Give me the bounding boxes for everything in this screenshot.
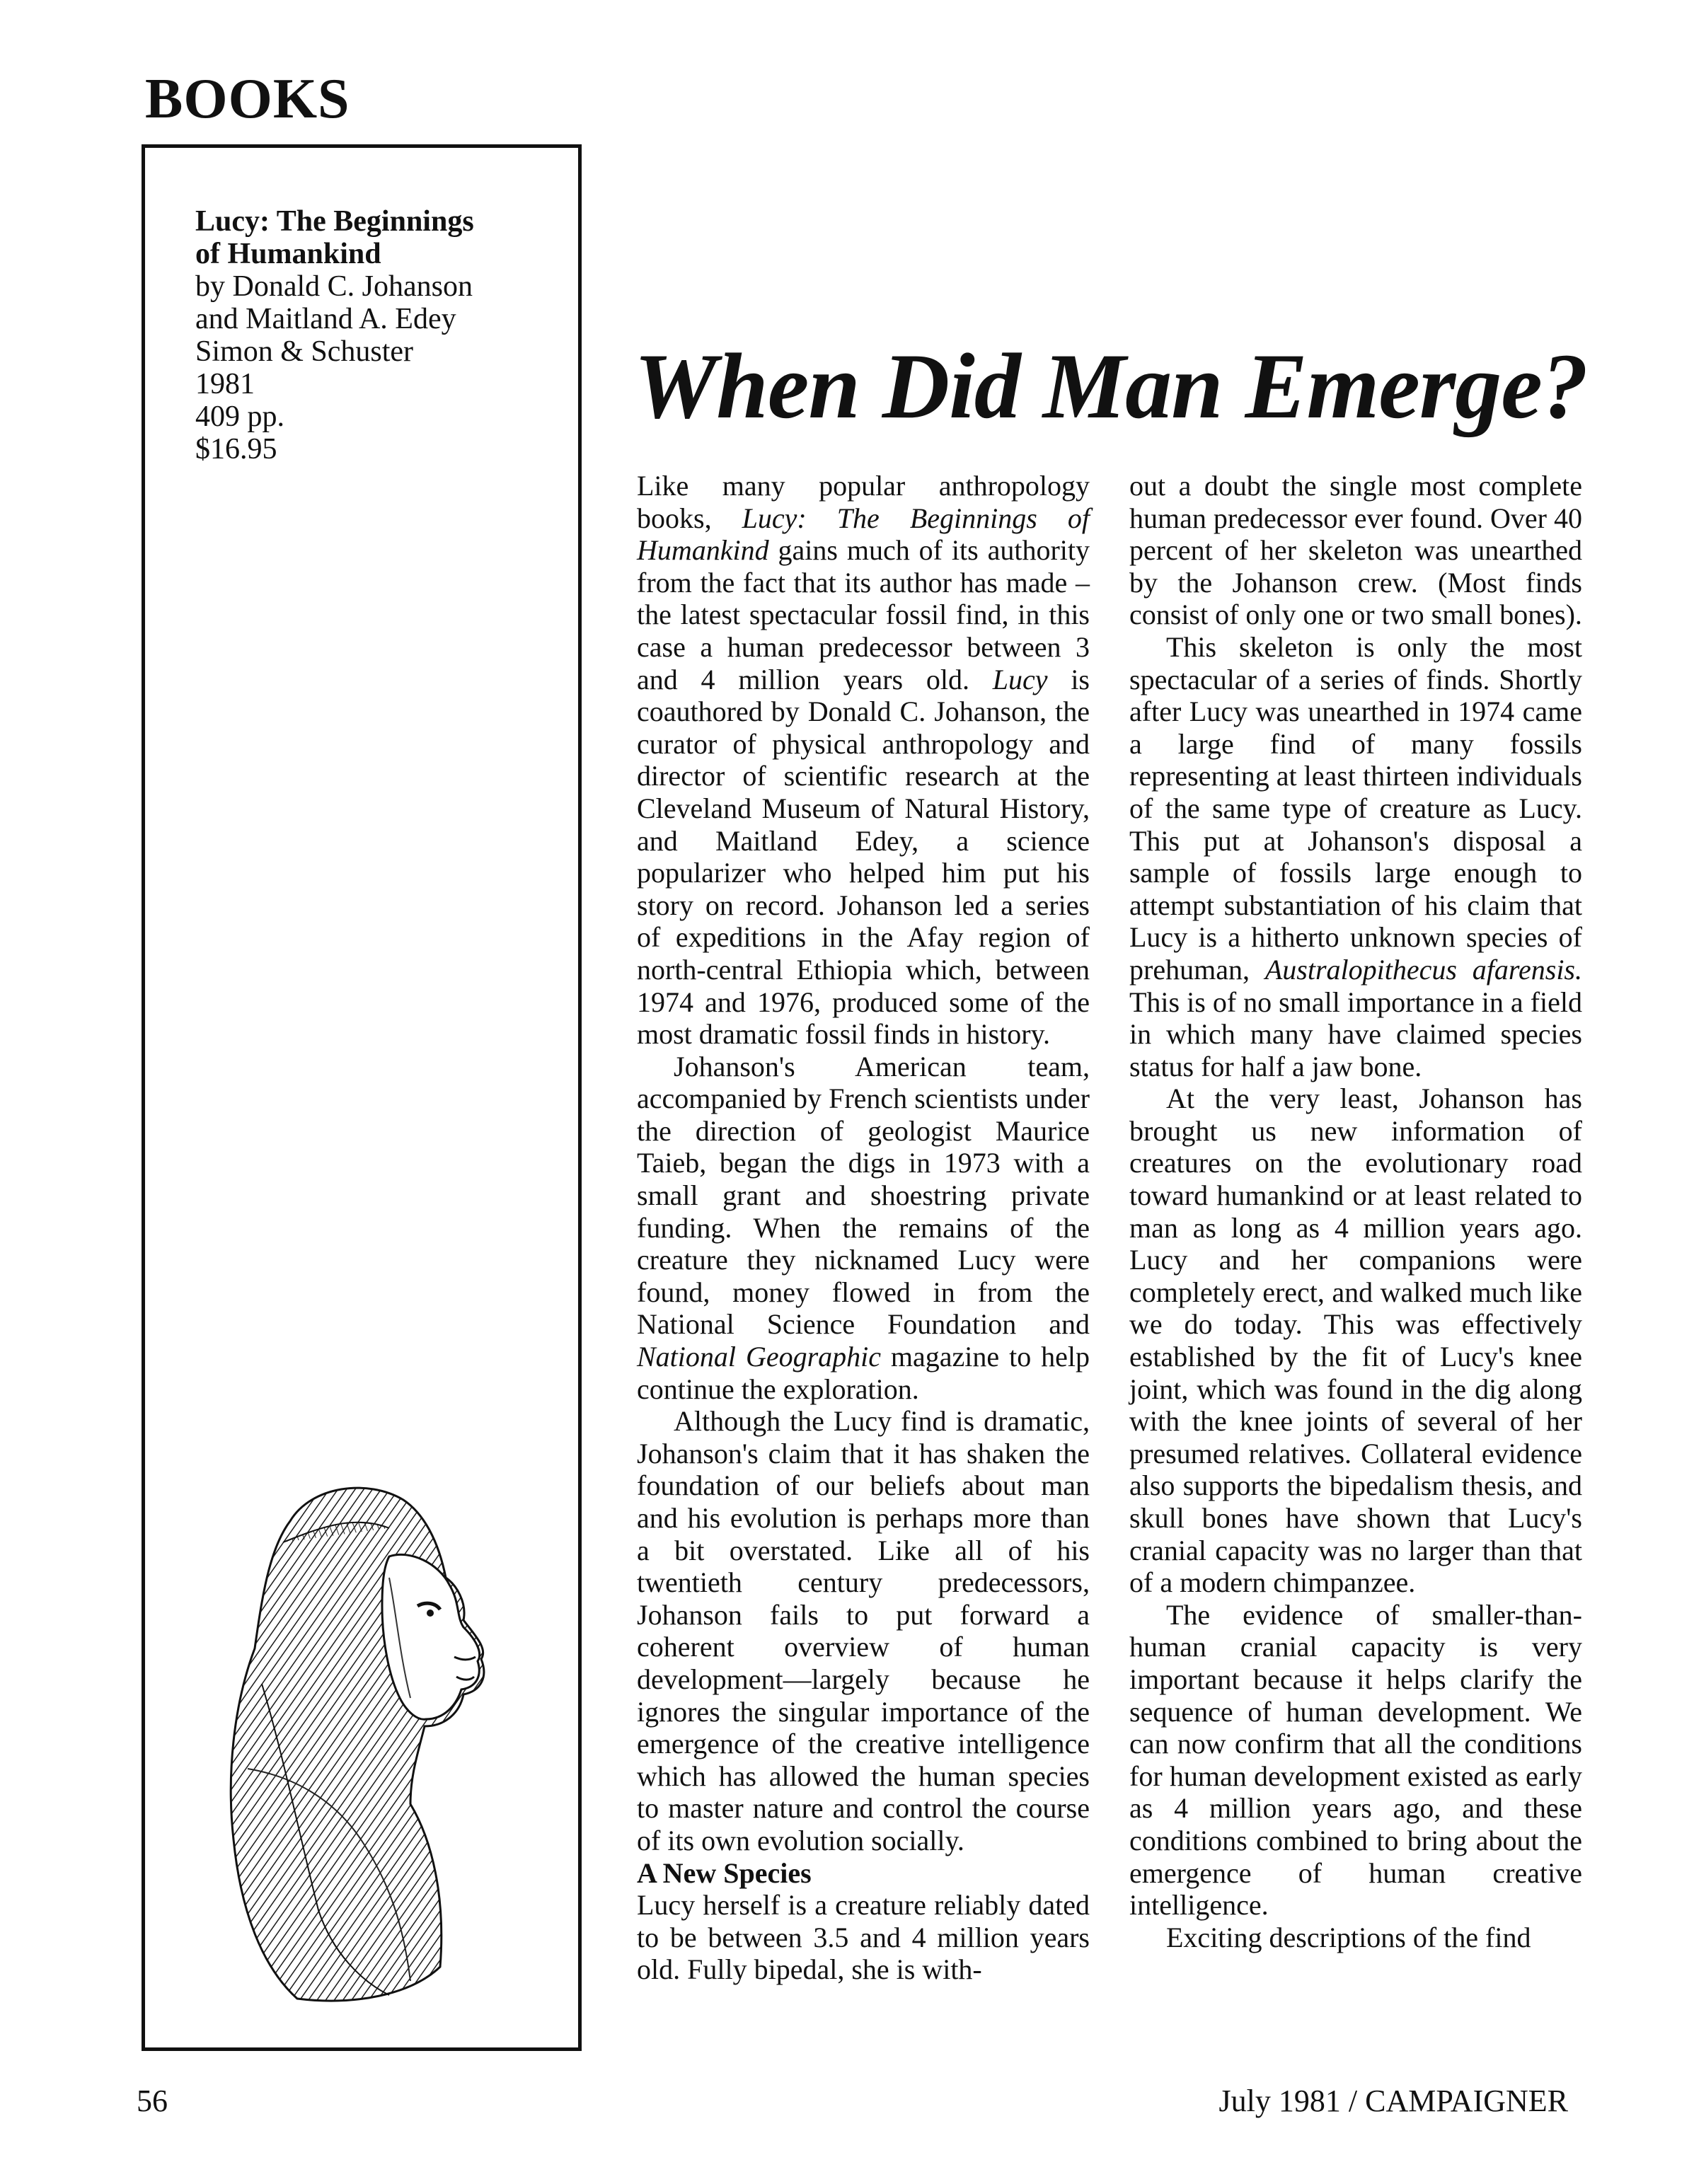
left-p1-text-post: is coauthored by Donald C. Johanson, the curator of physical anthropology and director of scientific research at the Cleveland Museum of Natural History, and Maitland Edey, a science popularizer who helped him put his story on record. Johanson led a series of expeditions in the Afay region of north-central Ethiopia which, between 1974 and 1976, produced some of the most dramatic fossil finds in history.	[637, 663, 1090, 1051]
book-publisher: Simon & Schuster	[195, 335, 414, 368]
left-paragraph-3: Although the Lucy find is dramatic, Johanson's claim that it has shaken the foundation of our beliefs about man and his evolution is perhaps more than a bit overstated. Like all of his twentieth century predecessors, Johanson fails to put forward a coherent overview of human development—largely because he ignores the singular importance of the emergence of the creative intelligence which has allowed the human species to master nature and control the course of its own evolution socially.	[637, 1405, 1090, 1856]
book-year: 1981	[195, 368, 255, 400]
article-left-column	[637, 470, 1090, 1986]
right-paragraph-3: At the very least, Johanson has brought us new information of creatures on the evolutionary road toward humankind or at least related to man as long as 4 million years ago. Lucy and her companions were completely erect, and walked much like we do today. This was effectively established by the fit of Lucy's knee joint, which was found in the dig along with the knee joints of several of her presumed relatives. Collateral evidence also supports the bipedalism thesis, and skull bones have shown that Lucy's cranial capacity was no larger than that of a modern chimpanzee.	[1129, 1082, 1582, 1599]
left-p2-text-post: magazine to help continue the exploration.	[637, 1341, 1090, 1405]
right-paragraph-5: Exciting descriptions of the find	[1166, 1921, 1531, 1953]
left-p1-text: Like many popular anthropology books,	[637, 470, 1090, 534]
left-p2-text: Johanson's American team, accompanied by French scientists under the direction of geologist Maurice Taieb, began the digs in 1973 with a small grant and shoestring private funding. When the remains of the creature they nicknamed Lucy were found, money flowed in from the National Science Foundation and	[637, 1050, 1090, 1341]
right-paragraph-1: out a doubt the single most complete human predecessor ever found. Over 40 percent of her skeleton was unearthed by the Johanson crew. (Most finds consist of only one or two small bones).	[1129, 470, 1582, 631]
book-price: $16.95	[195, 433, 277, 466]
left-paragraph-1	[637, 470, 1090, 1051]
right-paragraph-2	[1129, 631, 1582, 1082]
right-p2-text-post: This is of no small importance in a field in which many have claimed species status for half a jaw bone.	[1129, 986, 1582, 1082]
left-paragraph-4: Lucy herself is a creature reliably dated to be between 3.5 and 4 million years old. Fully bipedal, she is with-	[637, 1889, 1090, 1986]
left-p2-magazine: National Geographic	[637, 1341, 882, 1373]
book-pages: 409 pp.	[195, 400, 284, 433]
book-author-line2: and Maitland A. Edey	[195, 303, 456, 335]
section-label: BOOKS	[145, 68, 350, 130]
book-title-line1: Lucy: The Beginnings	[195, 205, 474, 238]
left-paragraph-2	[637, 1051, 1090, 1406]
left-p1-book-title: Lucy: The Beginnings of Humankind	[637, 502, 1090, 567]
book-info	[195, 205, 474, 466]
left-p1-text-mid: gains much of its authority from the fact that its author has made – the latest spectacular fossil find, in this case a human predecessor between 3 and 4 million years old.	[637, 534, 1090, 695]
hominid-illustration	[177, 1472, 531, 2009]
issue-footer: July 1981 / CAMPAIGNER	[1218, 2084, 1568, 2118]
article-right-column	[1129, 470, 1582, 1953]
page-number: 56	[137, 2084, 168, 2118]
left-p1-lucy: Lucy	[992, 663, 1048, 695]
right-paragraph-4: The evidence of smaller-than-human cranial capacity is very important because it helps clarify the sequence of human development. We can now confirm that all the conditions for human development existed as early as 4 million years ago, and these conditions combined to bring about the emergence of human creative intelligence.	[1129, 1598, 1582, 1922]
article-headline: When Did Man Emerge?	[634, 334, 1588, 438]
right-p2-text: This skeleton is only the most spectacular of a series of finds. Shortly after Lucy was unearthed in 1974 came a large find of many fossils representing at least thirteen individuals of the same type of creature as Lucy. This put at Johanson's disposal a sample of fossils large enough to attempt substantiation of his claim that Lucy is a hitherto unknown species of prehuman,	[1129, 630, 1582, 986]
book-title-line2: of Humankind	[195, 238, 381, 270]
subhead-new-species: A New Species	[637, 1856, 812, 1889]
right-p2-species: Australopithecus afarensis.	[1264, 953, 1582, 986]
book-author-line1: by Donald C. Johanson	[195, 270, 473, 303]
